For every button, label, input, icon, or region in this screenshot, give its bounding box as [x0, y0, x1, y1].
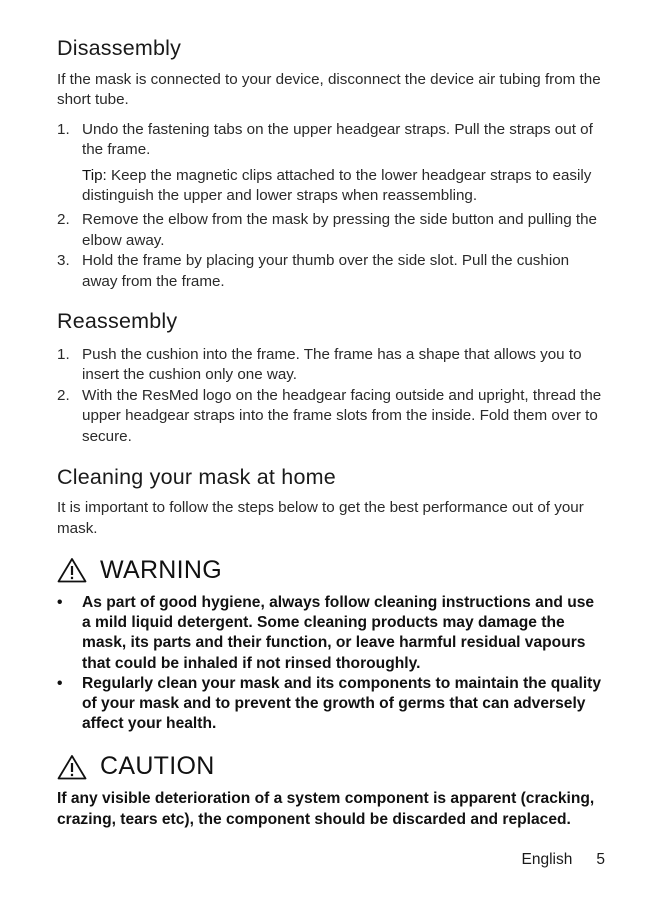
section-heading-reassembly: Reassembly — [57, 309, 178, 334]
step-text: Undo the fastening tabs on the upper headgear straps. Pull the straps out of the frame. — [82, 120, 593, 159]
tip-text: Keep the magnetic clips attached to the lower headgear straps to easily distinguish the upper and lower straps when reassembling. — [82, 166, 592, 205]
caution-text: If any visible deterioration of a system component is apparent (cracking, crazing, tears etc), the component should be discarded and replaced. — [57, 790, 595, 828]
cleaning-intro: It is important to follow the steps below to get the best performance out of your mask. — [57, 499, 584, 537]
disassembly-intro: If the mask is connected to your device, disconnect the device air tubing from the short tube. — [57, 71, 601, 109]
warning-triangle-icon — [57, 754, 87, 780]
page-number: 5 — [596, 851, 605, 868]
warning-triangle-icon — [57, 557, 87, 583]
step-number: 2. — [57, 386, 70, 404]
bullet: • — [57, 593, 63, 611]
page-footer — [522, 851, 605, 869]
step-text: Remove the elbow from the mask by pressing the side button and pulling the elbow away. — [82, 211, 597, 249]
list-item — [57, 386, 605, 447]
list-item — [57, 593, 605, 674]
warning-title: WARNING — [100, 555, 222, 584]
warning-heading — [57, 556, 605, 585]
bullet: • — [57, 674, 63, 692]
step-text: Push the cushion into the frame. The frame has a shape that allows you to insert the cushion only one way. — [82, 346, 582, 384]
step-number: 1. — [57, 120, 70, 138]
tip-label: Tip: — [82, 166, 107, 184]
step-text: With the ResMed logo on the headgear facing outside and upright, thread the upper headgear straps into the frame slots from the inside. Fold them over to secure. — [82, 386, 602, 445]
tip-note — [82, 166, 605, 207]
bullet-text: Regularly clean your mask and its components to maintain the quality of your mask and to prevent the growth of germs that can adversely affect your health. — [82, 674, 602, 733]
list-item — [57, 251, 605, 292]
caution-title: CAUTION — [100, 752, 215, 781]
reassembly-steps — [57, 345, 605, 447]
step-number: 3. — [57, 252, 70, 270]
list-item — [57, 120, 605, 207]
list-item — [57, 210, 605, 251]
section-heading-disassembly: Disassembly — [57, 36, 182, 60]
step-number: 1. — [57, 346, 70, 364]
document-page — [57, 36, 605, 830]
section-heading-cleaning: Cleaning your mask at home — [57, 465, 336, 490]
footer-language: English — [521, 851, 573, 868]
disassembly-steps — [57, 120, 605, 292]
warning-list — [57, 593, 605, 734]
list-item — [57, 674, 605, 735]
bullet-text: As part of good hygiene, always follow cleaning instructions and use a mild liquid detergent. Some cleaning products may damage the mask, its parts and their function, or leave harmful residual vapours that could be inhaled if not rinsed thoroughly. — [82, 593, 595, 672]
step-text: Hold the frame by placing your thumb over the side slot. Pull the cushion away from the frame. — [82, 252, 570, 290]
list-item — [57, 345, 605, 386]
step-number: 2. — [57, 211, 70, 229]
caution-heading — [57, 752, 605, 781]
